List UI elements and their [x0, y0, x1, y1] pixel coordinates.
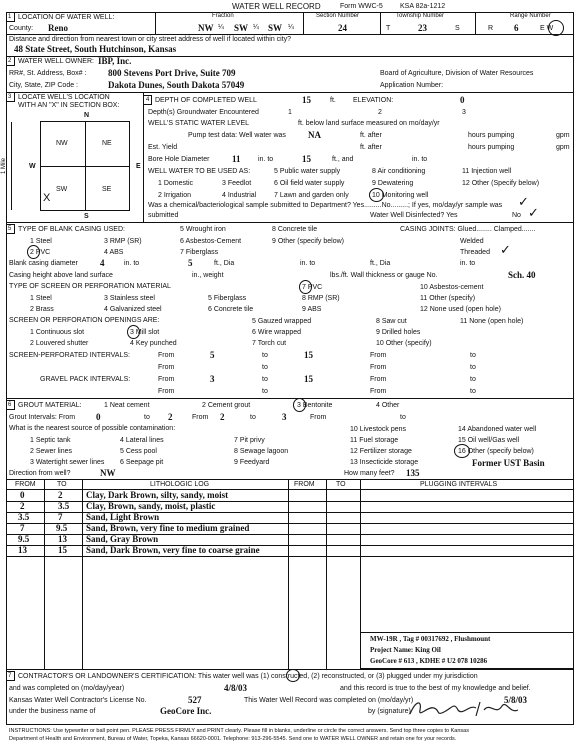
gpi-to-4: to — [470, 388, 476, 395]
quad-nw: NW — [56, 140, 68, 147]
s1-divider-4 — [475, 12, 476, 34]
bcd-label: Blank casing diameter — [9, 260, 78, 267]
west-label: W — [29, 163, 36, 170]
t-label: T — [386, 25, 391, 32]
elevation-label: ELEVATION: — [353, 97, 394, 104]
form-frame — [6, 12, 574, 725]
mile-line — [11, 122, 12, 210]
use-8[interactable]: 8 Air conditioning — [372, 168, 426, 175]
use-7[interactable]: 7 Lawn and garden only — [274, 192, 349, 199]
s3-num: 3 — [8, 94, 12, 100]
county-label: County: — [9, 25, 34, 32]
sch-value[interactable]: Sch. 40 — [508, 270, 536, 280]
source-4[interactable]: 4 Lateral lines — [120, 437, 164, 444]
r-label: R — [488, 25, 494, 32]
log-h-to: TO — [57, 481, 67, 488]
business-label: under the business name of — [9, 708, 96, 715]
opening-5[interactable]: 5 Gauzed wrapped — [252, 318, 312, 325]
log-from-cell[interactable]: 9.5 — [18, 534, 30, 544]
gpi-from-3: From — [158, 388, 175, 395]
signature-label: by (signature) — [368, 708, 411, 715]
gpi-label: GRAVEL PACK INTERVALS: — [40, 376, 131, 383]
s1-divider-2 — [303, 12, 304, 34]
log-to-cell[interactable]: 7 — [58, 512, 63, 522]
screen-2[interactable]: 2 Brass — [30, 306, 54, 313]
distance-label: Distance and direction from nearest town or city street address of well if located within city? — [9, 36, 292, 43]
screen-6[interactable]: 6 Concrete tile — [208, 306, 254, 313]
spi-to-3: to — [262, 364, 268, 371]
casing-6[interactable]: 6 Asbestos-Cement — [180, 238, 242, 245]
owner-value[interactable]: IBP, Inc. — [98, 56, 132, 66]
depth-value[interactable]: 15 — [302, 95, 311, 105]
quarter-1: ¼ — [218, 24, 224, 31]
log-to-cell[interactable]: 9.5 — [56, 523, 68, 533]
true-label: and this record is true to the best of my knowledge and belief. — [340, 685, 531, 692]
grout-from-1[interactable]: 0 — [96, 412, 101, 422]
quad-sw: SW — [56, 186, 68, 193]
s5-num: 5 — [8, 226, 12, 232]
fraction-2[interactable]: SW — [234, 23, 249, 33]
use-12[interactable]: 12 Other (Specify below) — [462, 180, 540, 187]
grout-3[interactable]: 3 Bentonite — [297, 402, 333, 409]
source-12[interactable]: 12 Fertilizer storage — [350, 448, 412, 455]
use-5[interactable]: 5 Public water supply — [274, 168, 341, 175]
use-10-circle — [369, 188, 384, 202]
section-box-hline — [40, 166, 130, 167]
form-number: Form WWC-5 — [340, 3, 383, 10]
wall-label: lbs./ft. Wall thickness or gauge No. — [330, 272, 438, 279]
s1-label: LOCATION OF WATER WELL: — [18, 14, 115, 21]
range-value[interactable]: 6 — [514, 23, 519, 33]
spi-from-4: From — [370, 364, 387, 371]
screen-1[interactable]: 1 Steel — [30, 295, 52, 302]
completed-label: and was completed on (mo/day/year) — [9, 685, 125, 692]
bore-in-to: in. to — [258, 156, 274, 163]
bore-and: ft., and — [332, 156, 354, 163]
s1-line — [6, 34, 574, 35]
rr-value[interactable]: 800 Stevens Port Drive, Suite 709 — [108, 68, 236, 78]
screen-11[interactable]: 11 Other (specify) — [420, 295, 476, 302]
source-1[interactable]: 1 Septic tank — [30, 437, 71, 444]
pump-after: ft. after — [360, 132, 382, 139]
bcd-in-to-3: in. to — [460, 260, 476, 267]
s6-num: 6 — [8, 402, 12, 408]
screen-4[interactable]: 4 Galvanized steel — [104, 306, 162, 313]
source-13[interactable]: 13 Insecticide storage — [350, 459, 419, 466]
spi-from-2: From — [370, 352, 387, 359]
stamp-geocore: GeoCore # 613 , KDHE # U2 078 10286 — [370, 657, 488, 665]
use-11[interactable]: 11 Injection well — [462, 168, 512, 175]
s5-label: TYPE OF BLANK CASING USED: — [18, 226, 125, 233]
source-14[interactable]: 14 Abandoned water well — [458, 426, 537, 433]
s2-label: WATER WELL OWNER: — [18, 58, 94, 65]
bcd-dia-2: ft., Dia — [370, 260, 391, 267]
use-3[interactable]: 3 Feedlot — [222, 180, 252, 187]
use-6[interactable]: 6 Oil field water supply — [274, 180, 345, 187]
welded-label: Welded — [460, 238, 484, 245]
use-9[interactable]: 9 Dewatering — [372, 180, 414, 187]
grout-from-label-2: From — [192, 414, 209, 421]
threaded-label: Threaded — [460, 249, 490, 256]
use-1[interactable]: 1 Domestic — [158, 180, 194, 187]
bore-to[interactable]: 15 — [302, 154, 311, 164]
gpi-to-3: to — [262, 388, 268, 395]
casing-7[interactable]: 7 Fiberglass — [180, 249, 219, 256]
screen-12[interactable]: 12 None used (open hole) — [420, 306, 501, 313]
city-label: City, State, ZIP Code : — [9, 82, 78, 89]
opening-8[interactable]: 8 Saw cut — [376, 318, 407, 325]
s7-num: 7 — [8, 673, 12, 679]
log-desc-cell[interactable]: Sand, Light Brown — [86, 512, 160, 522]
bcd-to[interactable]: 5 — [188, 258, 193, 268]
s-label: S — [455, 25, 460, 32]
use-label: WELL WATER TO BE USED AS: — [148, 168, 251, 175]
est-yield-label: Est. Yield — [148, 144, 178, 151]
source-7[interactable]: 7 Pit privy — [234, 437, 265, 444]
screen-label: TYPE OF SCREEN OR PERFORATION MATERIAL — [9, 283, 171, 290]
est-hours: hours pumping — [468, 144, 515, 151]
height-label: Casing height above land surface — [9, 272, 113, 279]
depth-ft: ft. — [330, 97, 336, 104]
bcd-in-to-2: in. to — [300, 260, 316, 267]
static-label: WELL'S STATIC WATER LEVEL — [148, 120, 250, 127]
source-8[interactable]: 8 Sewage lagoon — [234, 448, 289, 455]
township-label: Township Number — [396, 13, 445, 19]
bcd-value[interactable]: 4 — [100, 258, 105, 268]
log-to-cell[interactable]: 15 — [58, 545, 67, 555]
quarter-2: ¼ — [253, 24, 259, 31]
source-16-circle — [454, 444, 470, 458]
joints-label: CASING JOINTS: Glued........ Clamped....... — [400, 226, 536, 233]
board-label: Board of Agriculture, Division of Water Resources — [380, 70, 534, 77]
casing-5[interactable]: 5 Wrought iron — [180, 226, 226, 233]
static-rest: ft. below land surface measured on mo/day/yr — [298, 120, 440, 127]
grout-to-label-1: to — [144, 414, 150, 421]
opening-2[interactable]: 2 Louvered shutter — [30, 340, 89, 347]
openings-label: SCREEN OR PERFORATION OPENINGS ARE: — [9, 317, 160, 324]
source-11[interactable]: 11 Fuel storage — [350, 437, 399, 444]
cert-1-circle — [286, 669, 300, 682]
plug-row-2 — [288, 512, 574, 513]
city-value[interactable]: Dakota Dunes, South Dakota 57049 — [108, 80, 245, 90]
opening-11[interactable]: 11 None (open hole) — [460, 318, 524, 325]
record-date[interactable]: 5/8/03 — [504, 695, 528, 705]
casing-8[interactable]: 8 Concrete tile — [272, 226, 318, 233]
source-6[interactable]: 6 Seepage pit — [120, 459, 164, 466]
use-4[interactable]: 4 Industrial — [222, 192, 257, 199]
log-desc-cell[interactable]: Sand, Dark Brown, very fine to coarse graine — [86, 545, 260, 555]
south-label: S — [84, 213, 89, 220]
casing-1[interactable]: 1 Steel — [30, 238, 52, 245]
grout-to-1[interactable]: 2 — [168, 412, 173, 422]
source-10[interactable]: 10 Livestock pens — [350, 426, 407, 433]
s4-left — [143, 92, 144, 222]
gpi-from-2: From — [370, 376, 387, 383]
spi-from-value[interactable]: 5 — [210, 350, 215, 360]
log-desc-cell[interactable]: Clay, Dark Brown, silty, sandy, moist — [86, 490, 229, 500]
pump-hours: hours pumping — [468, 132, 515, 139]
gpi-to-value[interactable]: 15 — [304, 374, 313, 384]
section-label: Section Number — [316, 13, 360, 19]
screen-5[interactable]: 5 Fiberglass — [208, 295, 247, 302]
cert-label: CONTRACTOR'S OR LANDOWNER'S CERTIFICATION: This water well was (1) constructed, (2) reconstructed, or (3) plugged under my jurisdiction — [18, 673, 478, 680]
log-h-to2: TO — [336, 481, 346, 488]
source-9[interactable]: 9 Feedyard — [234, 459, 270, 466]
spi-to-2: to — [470, 352, 476, 359]
chem-label: Was a chemical/bacteriological sample submitted to Department? Yes.........No.........; If yes, mo/day/yr sample was — [148, 202, 503, 209]
plug-row-4 — [288, 534, 574, 535]
log-to-cell[interactable]: 13 — [58, 534, 67, 544]
log-from-cell[interactable]: 7 — [20, 523, 25, 533]
bcd-dia: ft., Dia — [214, 260, 235, 267]
screen-3[interactable]: 3 Stainless steel — [104, 295, 155, 302]
gw-1: 1 — [288, 109, 292, 116]
use-2[interactable]: 2 Irrigation — [158, 192, 192, 199]
completed-date[interactable]: 4/8/03 — [224, 683, 248, 693]
grout-1[interactable]: 1 Neat cement — [104, 402, 150, 409]
gpi-from: From — [158, 376, 175, 383]
s4-num: 4 — [146, 97, 150, 103]
submitted-label: submitted — [148, 212, 179, 219]
quad-ne: NE — [102, 140, 112, 147]
log-col-4 — [326, 479, 327, 669]
s2-num: 2 — [8, 58, 12, 64]
fraction-3[interactable]: SW — [268, 23, 283, 33]
casing-2[interactable]: 2 PVC — [30, 249, 51, 256]
township-value[interactable]: 23 — [418, 23, 427, 33]
casing-4[interactable]: 4 ABS — [104, 249, 124, 256]
screen-8[interactable]: 8 RMP (SR) — [302, 295, 340, 302]
s1-num: 1 — [8, 14, 12, 20]
range-label: Range Number — [510, 13, 551, 19]
screen-7-circle — [299, 280, 312, 294]
use-10[interactable]: 10 Monitoring well — [372, 192, 429, 199]
log-desc-cell[interactable]: Clay, Brown, sandy, moist, plastic — [86, 501, 216, 511]
bore-in-to-2: in. to — [412, 156, 428, 163]
log-from-cell[interactable]: 0 — [20, 490, 25, 500]
plug-row-3 — [288, 523, 574, 524]
grout-4[interactable]: 4 Other — [376, 402, 400, 409]
opening-7[interactable]: 7 Torch cut — [252, 340, 287, 347]
stamp-project: Project Name: King Oil — [370, 646, 441, 654]
stamp-mw: MW-19R , Tag # 00317692 , Flushmount — [370, 635, 491, 643]
grout-from-label-3: From — [310, 414, 327, 421]
spi-to-4: to — [470, 364, 476, 371]
direction-value[interactable]: NW — [100, 468, 116, 478]
log-top — [6, 479, 574, 480]
spi-to: to — [262, 352, 268, 359]
section-value[interactable]: 24 — [338, 23, 347, 33]
direction-label: Direction from well? — [9, 470, 71, 477]
log-to-cell[interactable]: 3.5 — [58, 501, 70, 511]
opening-3[interactable]: 3 Mill slot — [130, 329, 160, 336]
grout-to-label-3: to — [400, 414, 406, 421]
opening-9[interactable]: 9 Drilled holes — [376, 329, 421, 336]
fraction-1[interactable]: NW — [198, 23, 214, 33]
s2-bottom — [6, 92, 574, 93]
grout-from-2[interactable]: 2 — [220, 412, 225, 422]
opening-6[interactable]: 6 Wire wrapped — [252, 329, 302, 336]
nearest-label: What is the nearest source of possible contamination: — [9, 425, 176, 432]
check-icon-3: ✓ — [500, 242, 511, 257]
form-title: WATER WELL RECORD — [232, 2, 321, 11]
app-number-label: Application Number: — [380, 82, 444, 89]
grout-to-label-2: to — [250, 414, 256, 421]
instructions-line-1: INSTRUCTIONS: Use typewriter or ball point pen. PLEASE PRESS FIRMLY and PRINT clearly. Please fill in blanks, underline or circle the correct answers. Send top three copies to Kansas — [9, 728, 469, 734]
gpi-from-4: From — [370, 388, 387, 395]
instructions-line-2: Department of Health and Environment, Bureau of Water, Topeka, Kansas 66620-0001. Telephone: 913-296-5545. Send one to WATER WELL OWNER and retain one for your records. — [9, 736, 457, 742]
log-from-cell[interactable]: 13 — [18, 545, 27, 555]
s1-bottom — [6, 56, 574, 57]
est-after: ft. after — [360, 144, 382, 151]
mile-label: 1 Mile — [1, 157, 8, 175]
screen-9[interactable]: 9 ABS — [302, 306, 322, 313]
gw-2: 2 — [378, 109, 382, 116]
gpi-from-value[interactable]: 3 — [210, 374, 215, 384]
rr-label: RR#, St. Address, Box# : — [9, 70, 87, 77]
plug-row-1 — [288, 501, 574, 502]
north-label: N — [84, 112, 90, 119]
log-desc-cell[interactable]: Sand, Gray Brown — [86, 534, 159, 544]
s5-bottom — [6, 398, 574, 399]
table-row — [6, 545, 290, 557]
howmany-label: How many feet? — [344, 470, 395, 477]
grout-2[interactable]: 2 Cement grout — [202, 402, 251, 409]
s3-label-1: LOCATE WELL'S LOCATION — [18, 94, 110, 101]
feet-value[interactable]: 135 — [406, 468, 420, 478]
log-h-from2: FROM — [294, 481, 315, 488]
quarter-3: ¼ — [288, 24, 294, 31]
other-source-value[interactable]: Former UST Basin — [472, 458, 545, 468]
source-3[interactable]: 3 Watertight sewer lines — [30, 459, 105, 466]
bore-label: Bore Hole Diameter — [148, 156, 210, 163]
check-icon: ✓ — [528, 205, 539, 220]
spi-label: SCREEN-PERFORATED INTERVALS: — [9, 352, 130, 359]
license-value[interactable]: 527 — [188, 695, 202, 705]
ew-label: E W — [540, 25, 554, 32]
weight-label: in., weight — [192, 272, 224, 279]
est-gpm: gpm — [556, 144, 570, 151]
county-value[interactable]: Reno — [48, 23, 68, 33]
gw-label: Depth(s) Groundwater Encountered — [148, 109, 259, 116]
elevation-value[interactable]: 0 — [460, 95, 465, 105]
s1-divider-3 — [380, 12, 381, 34]
opening-4[interactable]: 4 Key punched — [130, 340, 177, 347]
log-desc-cell[interactable]: Sand, Brown, very fine to medium grained — [86, 523, 250, 533]
source-16[interactable]: 16 Other (specify below) — [458, 448, 534, 455]
grout-intervals-label: Grout Intervals: From — [9, 414, 76, 421]
log-h-lith: LITHOLOGIC LOG — [150, 481, 210, 488]
quad-se: SE — [102, 186, 112, 193]
spi-from-3: From — [158, 364, 175, 371]
casing-9[interactable]: 9 Other (specify below) — [272, 238, 344, 245]
license-label: Kansas Water Well Contractor's License No. — [9, 697, 147, 704]
address-value[interactable]: 48 State Street, South Hutchinson, Kansas — [14, 44, 177, 54]
source-5[interactable]: 5 Cess pool — [120, 448, 157, 455]
plug-row-6 — [288, 556, 574, 557]
opening-10[interactable]: 10 Other (specify) — [376, 340, 432, 347]
pump-gpm: gpm — [556, 132, 570, 139]
pump-na[interactable]: NA — [308, 130, 321, 140]
grout-to-2[interactable]: 3 — [282, 412, 287, 422]
depth-label: DEPTH OF COMPLETED WELL — [155, 97, 257, 104]
signature-image — [406, 696, 526, 720]
east-label: E — [136, 163, 141, 170]
s1-divider — [155, 12, 156, 34]
source-2[interactable]: 2 Sewer lines — [30, 448, 73, 455]
fraction-label: Fraction — [212, 13, 234, 19]
gw-3: 3 — [462, 109, 466, 116]
gpi-to: to — [262, 376, 268, 383]
spi-to-value[interactable]: 15 — [304, 350, 313, 360]
disinfected-label: Water Well Disinfected? Yes — [370, 212, 458, 219]
grout-label: GROUT MATERIAL: — [18, 402, 82, 409]
opening-3-circle — [127, 325, 140, 339]
plug-row-5 — [288, 545, 574, 546]
casing-3[interactable]: 3 RMP (SR) — [104, 238, 142, 245]
bcd-in-to: in. to — [124, 260, 140, 267]
bore-value[interactable]: 11 — [232, 154, 241, 164]
opening-1[interactable]: 1 Continuous slot — [30, 329, 85, 336]
ksa-ref: KSA 82a-1212 — [400, 3, 446, 10]
screen-10[interactable]: 10 Asbestos-cement — [420, 284, 484, 291]
source-15[interactable]: 15 Oil well/Gas well — [458, 437, 520, 444]
record-label: This Water Well Record was completed on (mo/day/yr) — [244, 697, 414, 704]
s3-label-2: WITH AN "X" IN SECTION BOX: — [18, 102, 120, 109]
pump-label: Pump test data: Well water was — [188, 132, 286, 139]
log-from-cell[interactable]: 3.5 — [18, 512, 30, 522]
log-to-cell[interactable]: 2 — [58, 490, 63, 500]
log-h-from: FROM — [15, 481, 36, 488]
log-from-cell[interactable]: 2 — [20, 501, 25, 511]
gpi-to-2: to — [470, 376, 476, 383]
casing-2-circle — [27, 245, 40, 259]
grout-3-circle — [293, 398, 306, 412]
spi-from: From — [158, 352, 175, 359]
screen-7[interactable]: 7 PVC — [302, 284, 323, 291]
disinfected-no: No — [512, 212, 521, 219]
location-mark: X — [43, 192, 51, 204]
s4-bottom — [6, 222, 574, 223]
business-value[interactable]: GeoCore Inc. — [160, 706, 212, 716]
log-h-plug: PLUGGING INTERVALS — [420, 481, 498, 488]
check-icon-2: ✓ — [518, 194, 529, 209]
